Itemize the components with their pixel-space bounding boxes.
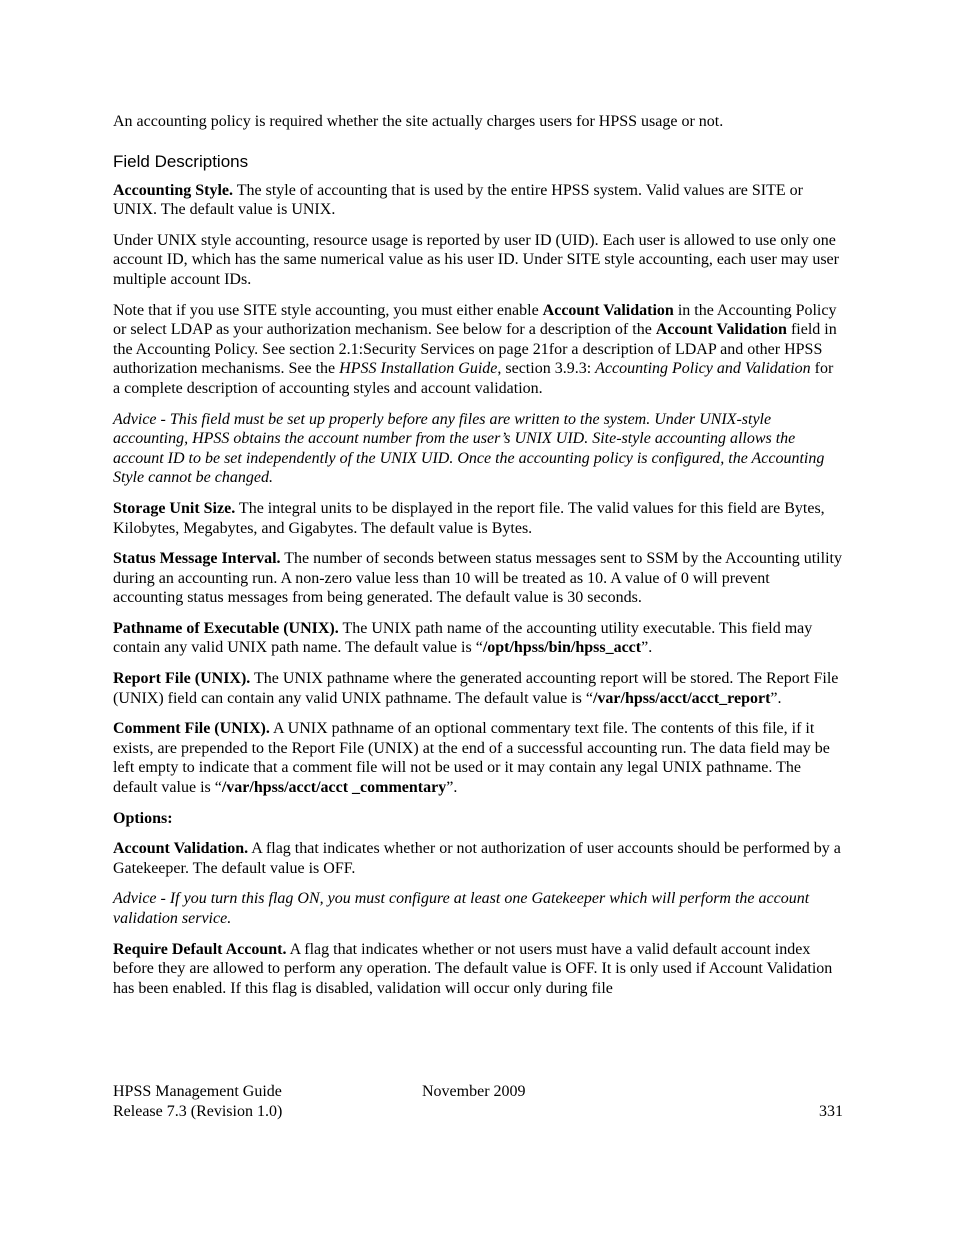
report-file-paragraph: Report File (UNIX). The UNIX pathname where the generated accounting report will be stored. The Report File (UNIX) field can contain any valid UNIX pathname. The default value is “/var/hpss/acct/acct_report”. (113, 670, 839, 707)
default-value: /var/hpss/acct/acct_report (592, 689, 771, 707)
comment-file-paragraph: Comment File (UNIX). A UNIX pathname of an optional commentary text file. The contents of this file, if it exists, are prepended to the Report File (UNIX) at the end of a successful accounting run. The data field may be left empty to indicate that a comment file will not be used or it may contain any legal UNIX pathname. The default value is “/var/hpss/acct/acct _commentary”. (113, 720, 830, 797)
require-default-paragraph: Require Default Account. A flag that indicates whether or not users must have a valid default account index before they are allowed to perform any operation. The default value is OFF. It is only used if Account Validation has been enabled. If this flag is disabled, validation will occur only during file (113, 940, 833, 997)
accounting-style-paragraph: Accounting Style. The style of accounting that is used by the entire HPSS system. Valid values are SITE or UNIX. The default value is UNIX. (113, 181, 803, 219)
note-paragraph: Note that if you use SITE style accounting, you must either enable Account Validation in the Accounting Policy or select LDAP as your authorization mechanism. See below for a description of the Account Validation field in the Accounting Policy. See section 2.1:Security Services on page 21for a description of LDAP and other HPSS authorization mechanisms. See the HPSS Installation Guide, section 3.9.3: Accounting Policy and Validation for a complete description of accounting styles and account validation. (113, 301, 837, 397)
options-label: Options: (113, 809, 173, 827)
footer-guide-title: HPSS Management Guide (113, 1083, 282, 1100)
unix-style-paragraph: Under UNIX style accounting, resource usage is reported by user ID (UID). Each user is allowed to use only one account ID, which has the same numerical value as his user ID. Under SITE style accounting, each user may user multiple account IDs. (113, 231, 839, 288)
field-term: Pathname of Executable (UNIX). (113, 619, 339, 637)
default-value: /opt/hpss/bin/hpss_acct (482, 639, 642, 657)
page-footer (113, 1082, 843, 1122)
account-validation-paragraph: Account Validation. A flag that indicates whether or not authorization of user accounts should be performed by a Gatekeeper. The default value is OFF. (113, 840, 841, 877)
default-value: /var/hpss/acct/acct _commentary (221, 779, 447, 797)
page-number: 331 (819, 1103, 843, 1120)
page-body (113, 112, 843, 1009)
storage-unit-paragraph: Storage Unit Size. The integral units to be displayed in the report file. The valid values for this field are Bytes, Kilobytes, Megabytes, and Gigabytes. The default value is Bytes. (113, 499, 825, 537)
field-term: Status Message Interval. (113, 550, 281, 568)
footer-release: Release 7.3 (Revision 1.0) (113, 1103, 283, 1120)
footer-date: November 2009 (422, 1083, 526, 1100)
field-term: Accounting Style. (113, 181, 233, 199)
status-interval-paragraph: Status Message Interval. The number of seconds between status messages sent to SSM by the Accounting utility during an accounting run. A non-zero value less than 10 will be treated as 10. A value of 0 will prevent accounting status messages from being generated. The default value is 30 seconds. (113, 550, 842, 607)
field-term: Report File (UNIX). (113, 670, 251, 688)
field-term: Require Default Account. (113, 940, 287, 958)
section-heading: Field Descriptions (113, 151, 249, 171)
advice-accounting-style: Advice - This field must be set up properly before any files are written to the system. Under UNIX-style accounting, HPSS obtains the account number from the user’s UNIX UID. Site-style accounting allows the account ID to be set independently of the UNIX UID. Once the accounting policy is configured, the Accounting Style cannot be changed. (113, 410, 825, 487)
field-term: Comment File (UNIX). (113, 720, 270, 738)
pathname-exec-paragraph: Pathname of Executable (UNIX). The UNIX path name of the accounting utility executable. This field may contain any valid UNIX path name. The default value is “/opt/hpss/bin/hpss_acct”. (113, 619, 813, 657)
intro-paragraph: An accounting policy is required whether the site actually charges users for HPSS usage or not. (113, 113, 724, 130)
field-term: Storage Unit Size. (113, 499, 236, 517)
field-term: Account Validation. (113, 840, 249, 858)
advice-account-validation: Advice - If you turn this flag ON, you must configure at least one Gatekeeper which will perform the account validation service. (113, 890, 810, 927)
